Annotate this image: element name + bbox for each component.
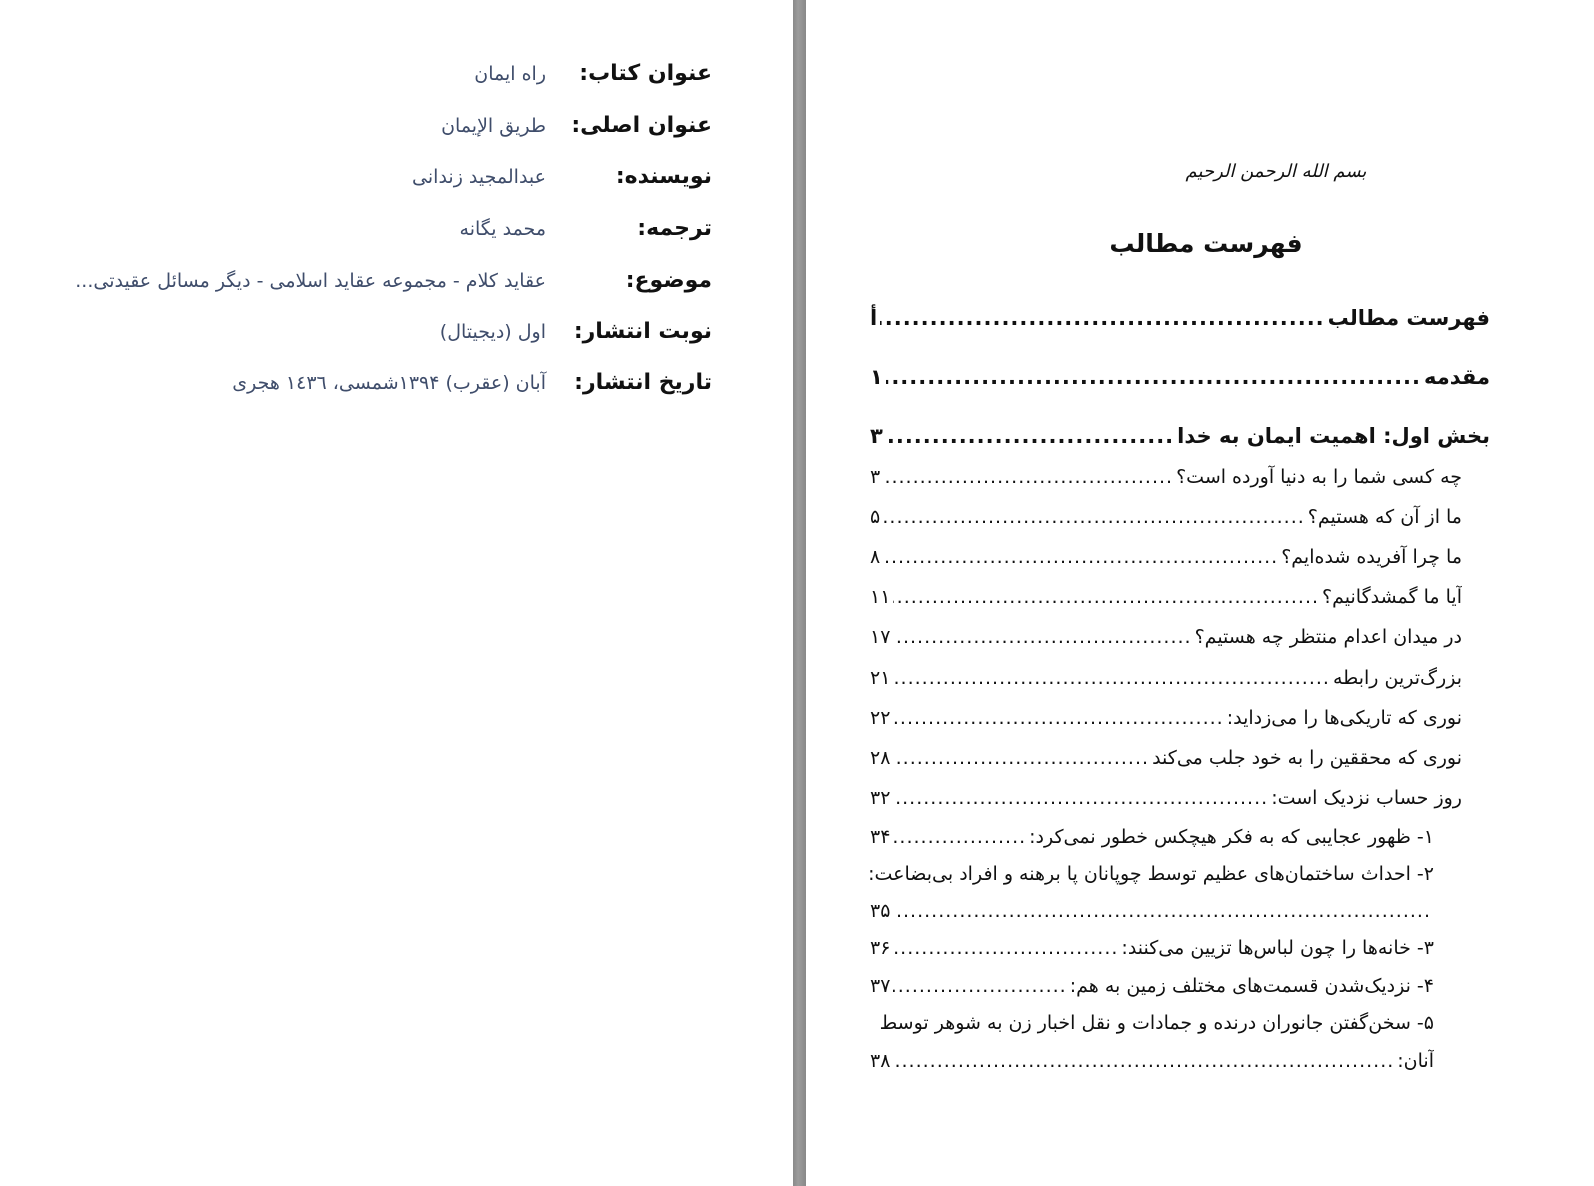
toc-leader-dots	[893, 740, 1149, 776]
credit-row-book-title	[0, 54, 712, 98]
toc-page-number: ۲۲	[870, 707, 891, 729]
credit-row-subject	[0, 261, 712, 305]
toc-entry[interactable]	[870, 499, 1462, 535]
credit-row-original-title	[0, 106, 712, 150]
toc-entry-title: نوری که محققین را به خود جلب می‌کند	[1152, 747, 1462, 769]
toc-leader-dots	[893, 930, 1118, 966]
toc-entry-continuation[interactable]	[870, 893, 1434, 929]
credit-value: اول (دیجیتال)	[439, 321, 546, 343]
toc-page-number: ۱۱	[870, 586, 891, 608]
toc-leader-dots	[893, 819, 1026, 855]
toc-page-number: ۳۲	[870, 787, 891, 809]
toc-leader-dots	[893, 619, 1191, 655]
toc-page-number: ۳	[870, 466, 881, 488]
credit-label: نویسنده:	[615, 164, 712, 189]
toc-entry[interactable]: ۲- احداث ساختمان‌های عظیم توسط چوپانان پا برهنه و افراد بی‌بضاعت:	[868, 863, 1434, 885]
toc-entry-title: آنان:	[1397, 1050, 1434, 1072]
credit-row-author	[0, 157, 712, 201]
toc-leader-dots	[893, 1043, 1394, 1079]
toc-entry-continuation[interactable]	[870, 1043, 1434, 1079]
toc-page-number: ۲۱	[870, 667, 891, 689]
toc-title: فهرست مطالب	[1109, 229, 1303, 258]
toc-entry[interactable]	[870, 660, 1462, 696]
toc-leader-dots	[893, 579, 1319, 615]
toc-entry[interactable]	[870, 539, 1462, 575]
credit-label: عنوان اصلی:	[571, 113, 712, 138]
toc-page	[806, 0, 1594, 1186]
toc-entry-title: ما چرا آفریده شده‌ایم؟	[1281, 546, 1462, 568]
toc-entry-title: روز حساب نزدیک است:	[1271, 787, 1462, 809]
toc-entry-title: ما از آن که هستیم؟	[1307, 506, 1462, 528]
toc-leader-dots	[893, 893, 1431, 929]
toc-entry-title: ۴- نزدیک‌شدن قسمت‌های مختلف زمین به هم:	[1069, 975, 1434, 997]
toc-entry-title: در میدان اعدام منتظر چه هستیم؟	[1194, 626, 1462, 648]
toc-entry-title: ۳- خانه‌ها را چون لباس‌ها تزیین می‌کنند:	[1121, 937, 1434, 959]
credit-value: طریق الإیمان	[441, 115, 546, 137]
toc-entry-title: نوری که تاریکی‌ها را می‌زداید:	[1226, 707, 1462, 729]
toc-page-number: ۳۸	[870, 1050, 891, 1072]
toc-page-number: ۱۷	[870, 626, 891, 648]
toc-leader-dots	[883, 459, 1173, 495]
toc-entry[interactable]	[870, 459, 1462, 495]
toc-page-number: ۳۴	[870, 826, 891, 848]
toc-entry-title: مقدمه	[1424, 365, 1490, 389]
toc-entry[interactable]: ۵- سخن‌گفتن جانوران درنده و جمادات و نقل اخبار زن به شوهر توسط	[879, 1012, 1434, 1034]
credit-label: تاریخ انتشار:	[574, 370, 712, 395]
toc-leader-dots	[893, 780, 1268, 816]
toc-leader-dots	[886, 357, 1421, 397]
credit-row-edition	[0, 312, 712, 356]
credit-value: راه ایمان	[474, 63, 546, 85]
toc-entry[interactable]	[870, 700, 1462, 736]
toc-page-number: ۱	[870, 365, 883, 389]
credit-label: عنوان کتاب:	[579, 61, 712, 86]
toc-page-number: ۳۷	[870, 975, 891, 997]
toc-page-number: ۳۵	[870, 900, 891, 922]
toc-entry[interactable]	[870, 619, 1462, 655]
toc-leader-dots	[883, 539, 1278, 575]
credit-value: محمد یگانه	[459, 218, 546, 240]
toc-leader-dots	[893, 968, 1066, 1004]
toc-page-number: ۲۸	[870, 747, 891, 769]
toc-leader-dots	[893, 660, 1330, 696]
credit-row-translator	[0, 209, 712, 253]
basmala-heading: بسم الله الرحمن الرحیم	[1185, 161, 1367, 182]
toc-entry[interactable]	[870, 579, 1462, 615]
book-spine-divider	[793, 0, 806, 1186]
toc-leader-dots	[883, 499, 1305, 535]
toc-entry[interactable]	[870, 416, 1490, 456]
toc-entry-title: آیا ما گمشدگانیم؟	[1322, 586, 1462, 608]
toc-entry[interactable]	[870, 740, 1462, 776]
credit-value: عبدالمجید زندانی	[412, 166, 546, 188]
toc-entry[interactable]	[870, 780, 1462, 816]
credit-value: آبان (عقرب) ۱۳۹۴شمسی، ١٤٣٦ هجری	[232, 372, 546, 394]
credit-label: نوبت انتشار:	[573, 319, 712, 344]
toc-entry[interactable]	[870, 819, 1434, 855]
toc-entry-title: چه کسی شما را به دنیا آورده است؟	[1176, 466, 1462, 488]
credits-page	[0, 0, 793, 1186]
credit-value: عقاید کلام - مجموعه عقاید اسلامی - دیگر مسائل عقیدتی...	[75, 270, 546, 292]
credit-label: موضوع:	[625, 268, 712, 293]
credit-label: ترجمه:	[637, 216, 712, 241]
toc-leader-dots	[880, 298, 1324, 338]
toc-entry[interactable]	[870, 357, 1490, 397]
toc-leader-dots	[893, 700, 1223, 736]
toc-page-number: ۳	[870, 424, 883, 448]
toc-entry[interactable]	[870, 298, 1490, 338]
toc-entry-title: ۱- ظهور عجایبی که به فکر هیچکس خطور نمی‌کرد:	[1029, 826, 1434, 848]
toc-page-number: أ	[870, 306, 878, 330]
credit-row-publish-date	[0, 363, 712, 407]
toc-entry[interactable]	[870, 968, 1434, 1004]
toc-leader-dots	[886, 416, 1174, 456]
toc-entry-title: بخش اول: اهمیت ایمان به خدا	[1177, 424, 1490, 448]
toc-entry-title: فهرست مطالب	[1327, 306, 1490, 330]
toc-entry[interactable]	[870, 930, 1434, 966]
toc-page-number: ۳۶	[870, 937, 891, 959]
toc-entry-title: بزرگ‌ترین رابطه	[1332, 667, 1462, 689]
toc-page-number: ۸	[870, 546, 881, 568]
toc-page-number: ۵	[870, 506, 881, 528]
